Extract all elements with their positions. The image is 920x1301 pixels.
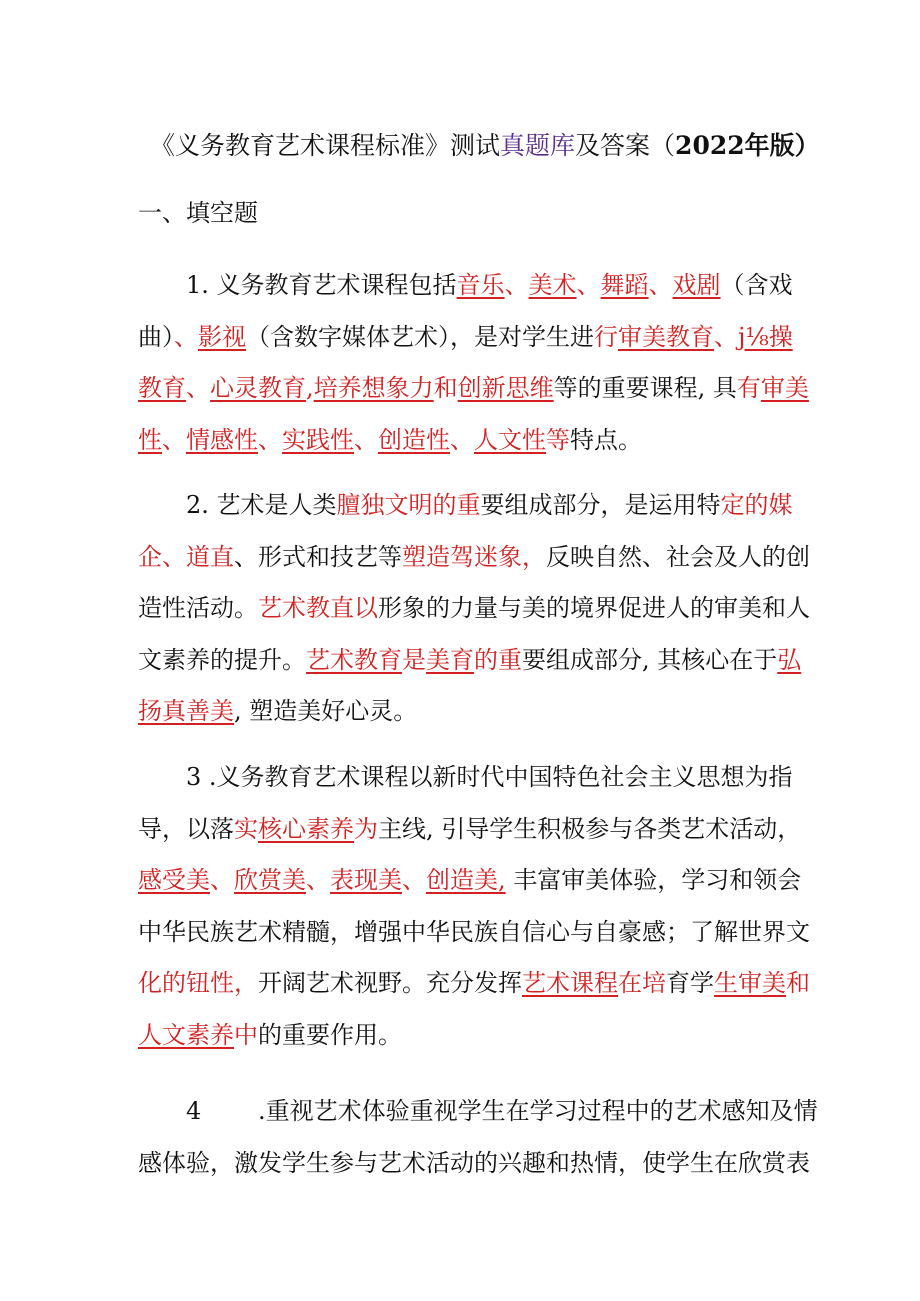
- text-run: 核心素养: [258, 814, 354, 843]
- text-run: 的重: [474, 645, 522, 674]
- text-run: 、: [186, 374, 210, 402]
- text-run: 、: [450, 425, 474, 454]
- text-run: 为: [354, 814, 378, 843]
- text-run: 创造性: [378, 425, 450, 454]
- text-run: 1: [186, 271, 202, 299]
- text-run: ,: [306, 374, 314, 402]
- title-part: 《义务教育艺术课程标准》测试: [150, 131, 501, 160]
- text-run: 曲）: [138, 322, 174, 351]
- text-run: 创新思维: [457, 374, 554, 402]
- question-line: [138, 958, 810, 1010]
- question-2: [138, 480, 810, 738]
- text-run: 育学: [666, 969, 714, 997]
- text-run: 导，以落: [138, 814, 234, 843]
- text-run: 等: [546, 425, 570, 454]
- text-run: 创造美: [426, 866, 498, 894]
- text-run: 文素养的提升。: [138, 645, 306, 674]
- text-run: 艺术课程: [522, 969, 618, 997]
- text-run: 艺术教直以: [258, 594, 378, 622]
- question-line: [138, 907, 810, 959]
- text-run: 生审美: [714, 969, 786, 997]
- title-part: 年版）: [744, 131, 820, 160]
- question-line: [138, 855, 802, 907]
- text-run: 的重要作用。: [258, 1020, 402, 1049]
- text-run: 感体验，激发学生参与艺术活动的兴趣和热情，使学生在欣赏表: [138, 1148, 810, 1177]
- text-run: 特点。: [570, 425, 642, 454]
- text-run: 美术: [528, 271, 577, 299]
- text-run: 化的钮性，: [138, 969, 258, 997]
- question-line: [138, 260, 793, 312]
- text-run: 审美: [760, 374, 809, 402]
- question-line: [138, 804, 802, 856]
- text-run: 、: [162, 425, 186, 454]
- text-run: 实践性: [282, 425, 354, 454]
- question-line: [138, 363, 809, 415]
- text-run: 要组成部分，是运用特: [480, 491, 721, 519]
- text-run: 中华民族艺术精髓，增强中华民族自信心与自豪感；了解世界文: [138, 917, 810, 946]
- text-run: 定的媒: [720, 491, 793, 519]
- text-run: 性: [138, 425, 162, 454]
- text-run: 和: [433, 374, 458, 402]
- text-run: 人文素养: [138, 1020, 234, 1049]
- text-run: （含数字媒体艺术），是对学生进: [246, 322, 594, 351]
- title-accent: 真题库: [500, 131, 576, 160]
- text-run: 人文性: [474, 425, 546, 454]
- text-run: 主线, 引导学生积极参与各类艺术活动，: [378, 814, 802, 843]
- text-run: 音乐: [456, 271, 505, 299]
- text-run: 、: [504, 271, 529, 299]
- question-line: [138, 1086, 818, 1138]
- question-3: [138, 752, 810, 1061]
- question-4: [138, 1086, 818, 1189]
- text-run: , 塑造美好心灵。: [234, 697, 418, 725]
- text-run: 培养想象力: [313, 374, 434, 402]
- text-run: 丰富审美体验，学习和领会: [505, 866, 802, 894]
- text-run: 企、道直: [138, 542, 234, 571]
- text-run: 欣赏美: [234, 866, 306, 894]
- text-run: . 义务教育艺术课程包括: [201, 271, 457, 299]
- question-line: [138, 1138, 810, 1190]
- text-run: 、: [258, 425, 282, 454]
- text-run: 3: [186, 763, 202, 791]
- text-run: 开阔艺术视野。充分发挥: [258, 969, 522, 997]
- text-run: 和: [786, 969, 810, 997]
- text-run: 造性活动。: [138, 594, 258, 622]
- question-line: [138, 1010, 788, 1062]
- text-run: （含戏: [720, 271, 793, 299]
- text-run: ,: [498, 866, 506, 894]
- text-run: 、形式和技艺等: [234, 542, 402, 571]
- text-run: 审美教育: [618, 322, 714, 351]
- question-line: [138, 752, 793, 804]
- text-run: 等的重要课程, 具: [553, 374, 737, 402]
- text-run: 2: [186, 491, 202, 519]
- question-line: [138, 415, 788, 467]
- text-run: 、: [714, 322, 738, 351]
- text-run: 表现美: [330, 866, 402, 894]
- text-run: 戏剧: [672, 271, 721, 299]
- text-run: 是: [402, 645, 426, 674]
- text-run: 感受美: [138, 866, 210, 894]
- question-line: [138, 312, 793, 364]
- question-line: [138, 583, 810, 635]
- text-run: 、: [210, 866, 234, 894]
- text-run: 4: [186, 1097, 202, 1125]
- text-run: 教育: [138, 374, 186, 402]
- section-heading: 一、填空题: [138, 199, 258, 227]
- text-run: 在培: [618, 969, 666, 997]
- text-run: 扬真善美: [138, 697, 234, 725]
- text-run: 要组成部分, 其核心在于: [522, 645, 778, 674]
- text-run: 、: [306, 866, 330, 894]
- text-run: 弘: [777, 645, 802, 674]
- text-run: 影视: [198, 322, 246, 351]
- text-run: 、: [354, 425, 378, 454]
- text-run: 美育: [426, 645, 474, 674]
- text-run: 、: [576, 271, 601, 299]
- text-run: 反映自然、社会及人的创: [546, 542, 810, 571]
- text-run: 中: [234, 1020, 258, 1049]
- text-run: 膻独文明的重: [336, 491, 481, 519]
- text-run: 实: [234, 814, 258, 843]
- text-run: .义务教育艺术课程以新时代中国特色社会主义思想为指: [201, 763, 793, 791]
- question-line: [138, 686, 788, 738]
- text-run: j⅛操: [738, 322, 793, 351]
- text-run: 艺术教育: [306, 645, 402, 674]
- text-run: . 艺术是人类: [201, 491, 337, 519]
- text-run: 塑造驾迷象，: [402, 542, 546, 571]
- question-1: [138, 260, 809, 466]
- document-title: [150, 128, 850, 164]
- text-run: 形象的力量与美的境界促进人的审美和人: [378, 594, 810, 622]
- text-run: 、: [402, 866, 426, 894]
- text-run: 、: [174, 322, 198, 351]
- question-line: [138, 480, 793, 532]
- title-part: 及答案（: [575, 131, 676, 160]
- text-run: 舞蹈: [600, 271, 649, 299]
- text-run: 情感性: [186, 425, 258, 454]
- text-run: 有: [736, 374, 761, 402]
- text-run: .重视艺术体验重视学生在学习过程中的艺术感知及情: [258, 1097, 818, 1125]
- text-run: 心灵教育: [210, 374, 306, 402]
- title-year: 2022: [675, 131, 745, 160]
- text-run: 行: [594, 322, 618, 351]
- question-line: [138, 635, 802, 687]
- question-line: [138, 532, 810, 584]
- text-run: 、: [648, 271, 673, 299]
